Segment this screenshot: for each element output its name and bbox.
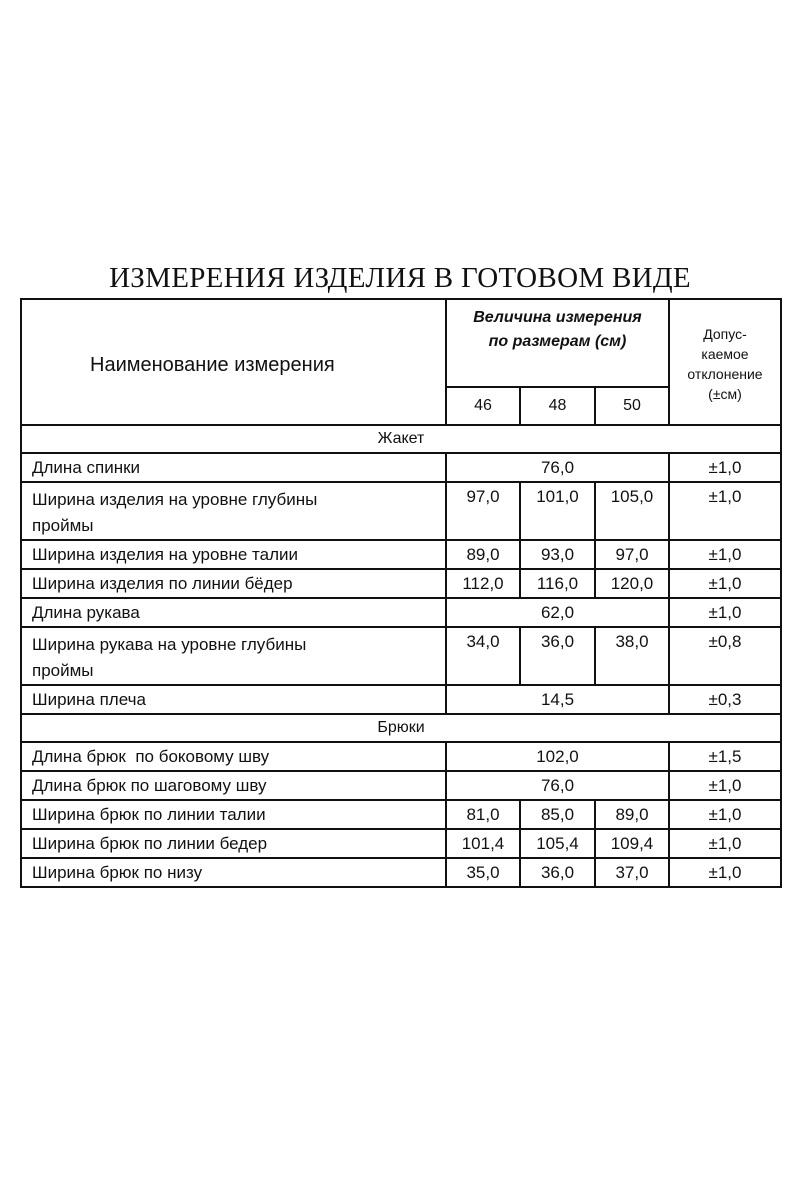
size-48: 48: [520, 387, 595, 425]
row-merged-value: 14,5: [446, 685, 669, 714]
table-row: [21, 540, 781, 569]
row-tolerance: ±1,0: [669, 829, 781, 858]
row-name: Длина брюк по боковому шву: [21, 742, 446, 771]
row-merged-value: 76,0: [446, 771, 669, 800]
table-row: [21, 829, 781, 858]
row-tolerance: ±0,8: [669, 627, 781, 685]
document-title: ИЗМЕРЕНИЯ ИЗДЕЛИЯ В ГОТОВОМ ВИДЕ: [109, 262, 691, 294]
row-value-50: 37,0: [595, 858, 669, 887]
row-name: Длина брюк по шаговому шву: [21, 771, 446, 800]
row-name: Ширина изделия по линии бёдер: [21, 569, 446, 598]
table-row: [21, 771, 781, 800]
header-deviation-line4: (±см): [708, 386, 742, 402]
row-tolerance: ±1,0: [669, 598, 781, 627]
row-value-50: 38,0: [595, 627, 669, 685]
table-row: [21, 800, 781, 829]
row-tolerance: ±1,0: [669, 771, 781, 800]
table-row: [21, 858, 781, 887]
row-tolerance: ±1,5: [669, 742, 781, 771]
header-deviation-cell: [669, 299, 781, 425]
table-row: [21, 569, 781, 598]
section-title-jacket: Жакет: [21, 425, 781, 453]
row-tolerance: ±1,0: [669, 540, 781, 569]
row-name: Ширина брюк по низу: [21, 858, 446, 887]
row-name: [21, 627, 446, 685]
row-value-48: 101,0: [520, 482, 595, 540]
row-name-line2: проймы: [32, 661, 94, 680]
measurements-table: [20, 298, 782, 888]
table-row: [21, 482, 781, 540]
table-row: [21, 685, 781, 714]
size-50: 50: [595, 387, 669, 425]
row-tolerance: ±1,0: [669, 453, 781, 482]
row-name-line1: Ширина рукава на уровне глубины: [32, 635, 307, 654]
table-row: [21, 627, 781, 685]
section-title-trousers: Брюки: [21, 714, 781, 742]
row-value-50: 109,4: [595, 829, 669, 858]
row-value-46: 89,0: [446, 540, 520, 569]
row-merged-value: 76,0: [446, 453, 669, 482]
row-tolerance: ±1,0: [669, 858, 781, 887]
row-name: Ширина брюк по линии бедер: [21, 829, 446, 858]
table-row: [21, 453, 781, 482]
row-name: [21, 482, 446, 540]
row-value-50: 105,0: [595, 482, 669, 540]
row-value-46: 35,0: [446, 858, 520, 887]
row-value-50: 89,0: [595, 800, 669, 829]
row-value-48: 85,0: [520, 800, 595, 829]
row-value-46: 101,4: [446, 829, 520, 858]
size-46: 46: [446, 387, 520, 425]
row-name: Ширина брюк по линии талии: [21, 800, 446, 829]
row-merged-value: 102,0: [446, 742, 669, 771]
row-value-46: 81,0: [446, 800, 520, 829]
row-value-50: 120,0: [595, 569, 669, 598]
row-merged-value: 62,0: [446, 598, 669, 627]
row-name: Ширина изделия на уровне талии: [21, 540, 446, 569]
row-value-48: 105,4: [520, 829, 595, 858]
row-name: Длина спинки: [21, 453, 446, 482]
header-value-line1: Величина измерения: [473, 309, 642, 326]
row-name: Ширина плеча: [21, 685, 446, 714]
row-value-46: 97,0: [446, 482, 520, 540]
row-name-line1: Ширина изделия на уровне глубины: [32, 490, 318, 509]
row-value-48: 36,0: [520, 858, 595, 887]
header-value-line2: по размерам (см): [488, 333, 627, 350]
row-tolerance: ±1,0: [669, 800, 781, 829]
header-name: Наименование измерения: [90, 353, 335, 376]
row-tolerance: ±0,3: [669, 685, 781, 714]
table-row: [21, 598, 781, 627]
header-deviation-line1: Допус-: [703, 326, 747, 342]
row-value-48: 93,0: [520, 540, 595, 569]
header-value-cell: [446, 299, 669, 387]
row-tolerance: ±1,0: [669, 482, 781, 540]
row-name: Длина рукава: [21, 598, 446, 627]
row-value-48: 116,0: [520, 569, 595, 598]
row-value-46: 112,0: [446, 569, 520, 598]
table-row: [21, 742, 781, 771]
row-value-50: 97,0: [595, 540, 669, 569]
header-deviation-line2: каемое: [701, 346, 749, 362]
row-name-line2: проймы: [32, 516, 94, 535]
row-tolerance: ±1,0: [669, 569, 781, 598]
row-value-48: 36,0: [520, 627, 595, 685]
header-deviation-line3: отклонение: [687, 366, 763, 382]
row-value-46: 34,0: [446, 627, 520, 685]
header-name-cell: [21, 299, 446, 425]
